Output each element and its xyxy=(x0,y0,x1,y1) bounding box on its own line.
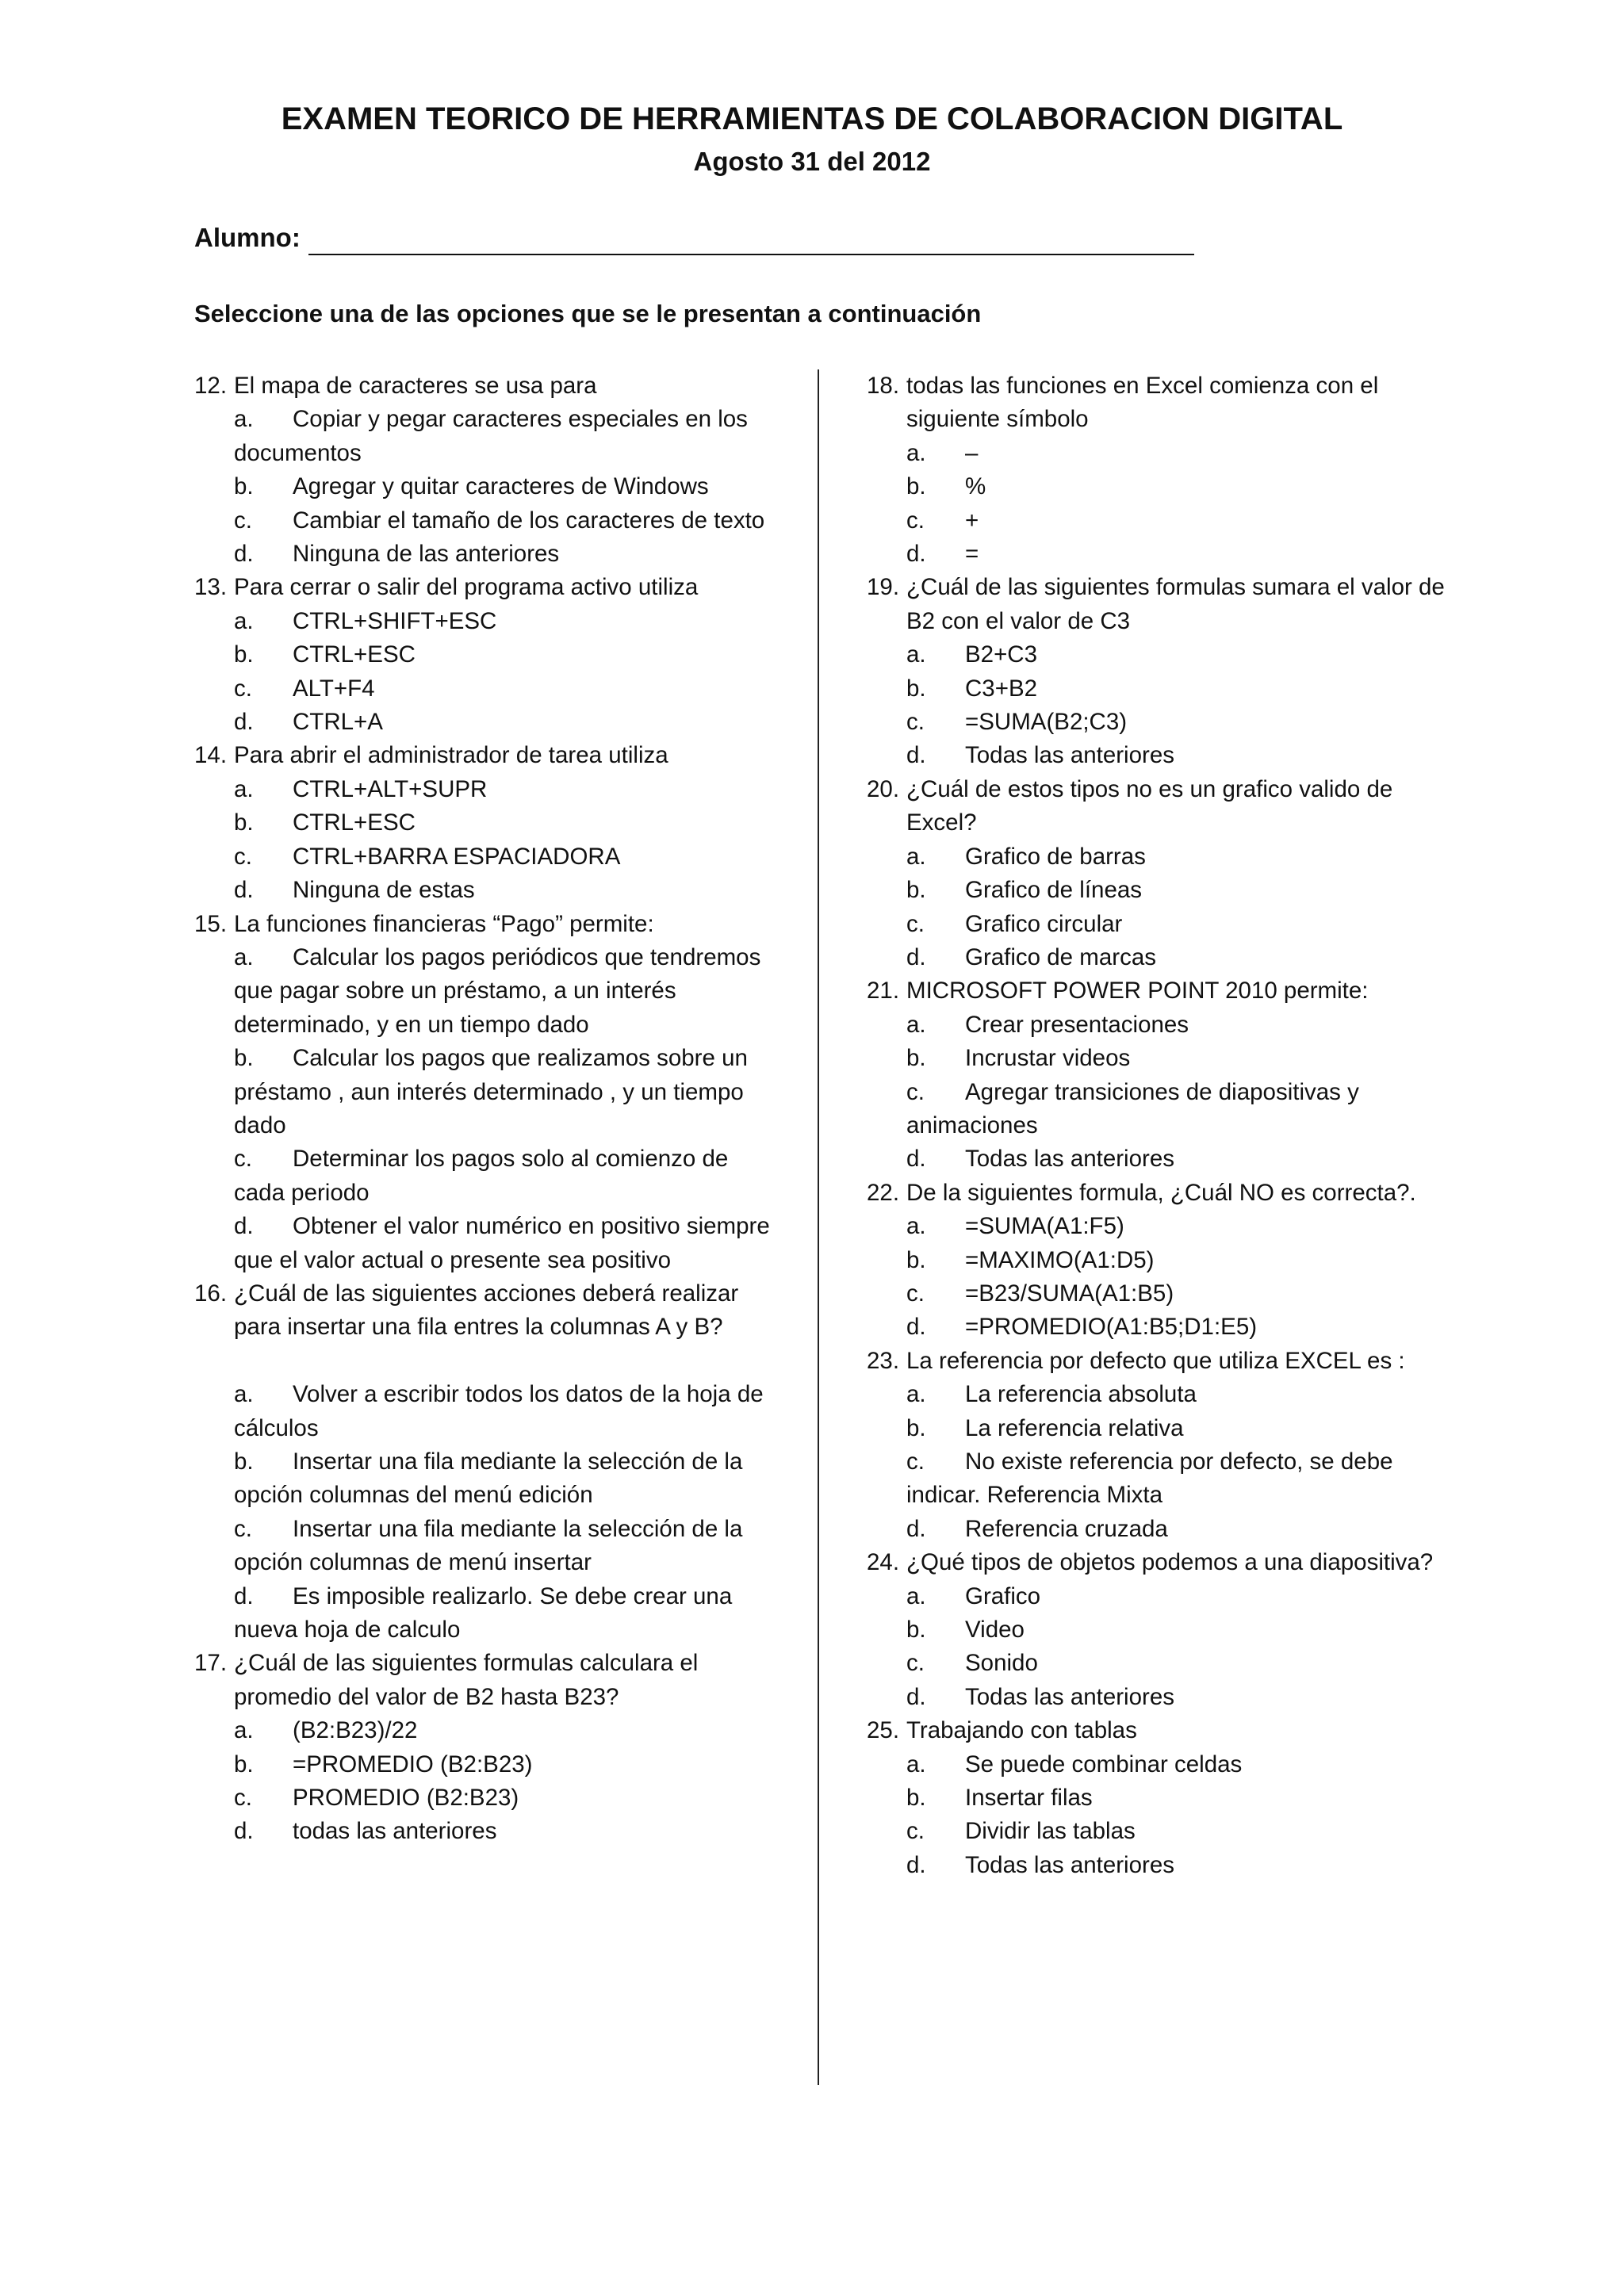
option-letter: a. xyxy=(234,406,254,433)
option-text: La referencia relativa xyxy=(965,1414,1184,1441)
option-a[interactable] xyxy=(906,1378,1454,1411)
question-15 xyxy=(194,908,773,1277)
option-text: Agregar y quitar caracteres de Windows xyxy=(293,473,709,500)
option-text: Referencia cruzada xyxy=(965,1515,1168,1542)
option-b[interactable] xyxy=(906,874,1454,907)
option-b[interactable] xyxy=(906,1042,1454,1075)
option-text: Crear presentaciones xyxy=(965,1011,1189,1038)
option-b[interactable] xyxy=(906,672,1454,706)
question-number: 15. xyxy=(194,910,228,937)
option-letter: b. xyxy=(906,877,926,904)
option-text: =B23/SUMA(A1:B5) xyxy=(965,1280,1174,1307)
option-text: % xyxy=(965,473,986,500)
question-number: 23. xyxy=(867,1347,900,1374)
question-number: 14. xyxy=(194,742,228,769)
option-text: Insertar una fila mediante la selección de la opción columnas del menú edición xyxy=(234,1448,743,1509)
option-letter: b. xyxy=(234,473,254,500)
option-letter: b. xyxy=(234,641,254,668)
option-text: B2+C3 xyxy=(965,641,1038,668)
option-letter: d. xyxy=(906,742,926,769)
question-number: 20. xyxy=(867,775,900,802)
question-text: todas las funciones en Excel comienza con el siguiente símbolo xyxy=(906,373,1379,433)
option-text: + xyxy=(965,507,979,534)
option-d[interactable] xyxy=(906,1311,1454,1344)
option-d[interactable] xyxy=(906,1513,1454,1546)
option-text: Determinar los pagos solo al comienzo de cada periodo xyxy=(234,1146,729,1206)
option-text: Todas las anteriores xyxy=(965,1683,1175,1710)
option-b[interactable] xyxy=(234,806,773,840)
option-b[interactable] xyxy=(234,638,773,672)
option-text: =PROMEDIO (B2:B23) xyxy=(293,1751,533,1777)
option-c[interactable] xyxy=(234,1513,773,1580)
option-text: Ninguna de las anteriores xyxy=(293,541,560,568)
option-letter: d. xyxy=(906,943,926,970)
option-letter: a. xyxy=(234,1381,254,1408)
question-number: 25. xyxy=(867,1717,900,1744)
option-b[interactable] xyxy=(906,1613,1454,1647)
option-d[interactable] xyxy=(906,1681,1454,1714)
option-letter: c. xyxy=(906,507,925,534)
option-c[interactable] xyxy=(906,504,1454,538)
question-13 xyxy=(194,571,773,739)
option-letter: b. xyxy=(234,1045,254,1072)
question-number: 16. xyxy=(194,1280,228,1307)
option-letter: a. xyxy=(906,641,926,668)
option-c[interactable] xyxy=(234,840,773,874)
option-text: PROMEDIO (B2:B23) xyxy=(293,1785,519,1812)
option-c[interactable] xyxy=(906,1277,1454,1311)
option-a[interactable] xyxy=(234,773,773,806)
option-text: =SUMA(B2;C3) xyxy=(965,709,1128,736)
option-text: Se puede combinar celdas xyxy=(965,1751,1243,1777)
option-letter: d. xyxy=(234,541,254,568)
option-letter: c. xyxy=(906,910,925,937)
option-a[interactable] xyxy=(906,437,1454,470)
option-a[interactable] xyxy=(234,605,773,638)
option-b[interactable] xyxy=(906,1244,1454,1277)
option-a[interactable] xyxy=(906,1580,1454,1613)
option-b[interactable] xyxy=(906,1781,1454,1815)
option-text: Calcular los pagos que realizamos sobre un préstamo , aun interés determinado , y un tiempo dado xyxy=(234,1045,748,1138)
option-a[interactable] xyxy=(234,941,773,1042)
option-text: – xyxy=(965,439,979,466)
option-letter: b. xyxy=(234,1751,254,1777)
option-text: C3+B2 xyxy=(965,675,1038,702)
question-text: La referencia por defecto que utiliza EXCEL es : xyxy=(906,1347,1405,1374)
option-a[interactable] xyxy=(906,1748,1454,1781)
option-letter: c. xyxy=(234,843,252,870)
option-letter: a. xyxy=(906,1582,926,1609)
option-text: Grafico circular xyxy=(965,910,1123,937)
blank-line xyxy=(234,1345,773,1378)
option-text: Incrustar videos xyxy=(965,1045,1131,1072)
student-label: Alumno: xyxy=(194,223,301,252)
option-text: No existe referencia por defecto, se debe indicar. Referencia Mixta xyxy=(906,1448,1393,1509)
option-d[interactable] xyxy=(234,1815,773,1848)
option-letter: c. xyxy=(906,1448,925,1475)
option-text: CTRL+ALT+SUPR xyxy=(293,775,488,802)
question-text: ¿Cuál de las siguientes formulas sumara el valor de B2 con el valor de C3 xyxy=(906,574,1445,634)
option-letter: b. xyxy=(234,809,254,836)
option-b[interactable] xyxy=(234,1042,773,1142)
option-text: todas las anteriores xyxy=(293,1818,497,1845)
option-letter: d. xyxy=(906,1683,926,1710)
option-text: ALT+F4 xyxy=(293,675,375,702)
option-text: Todas las anteriores xyxy=(965,1146,1175,1173)
option-c[interactable] xyxy=(906,1445,1454,1513)
option-text: Copiar y pegar caracteres especiales en los documentos xyxy=(234,406,748,466)
option-text: Es imposible realizarlo. Se debe crear una nueva hoja de calculo xyxy=(234,1582,733,1644)
option-text: Sonido xyxy=(965,1650,1038,1677)
option-a[interactable] xyxy=(234,1378,773,1445)
student-name-line[interactable] xyxy=(308,224,1194,255)
option-c[interactable] xyxy=(906,1076,1454,1143)
question-text: MICROSOFT POWER POINT 2010 permite: xyxy=(906,978,1369,1004)
option-text: Grafico xyxy=(965,1582,1041,1609)
option-letter: d. xyxy=(234,877,254,904)
question-20 xyxy=(867,773,1454,974)
option-letter: b. xyxy=(906,675,926,702)
option-text: Grafico de líneas xyxy=(965,877,1143,904)
option-c[interactable] xyxy=(234,1142,773,1210)
option-letter: d. xyxy=(906,1851,926,1878)
question-text: ¿Cuál de las siguientes acciones deberá realizar para insertar una fila entres la columnas A y B? xyxy=(234,1280,739,1341)
option-a[interactable] xyxy=(906,1210,1454,1243)
option-letter: a. xyxy=(906,1011,926,1038)
option-text: Todas las anteriores xyxy=(965,1851,1175,1878)
option-letter: c. xyxy=(906,709,925,736)
option-text: CTRL+ESC xyxy=(293,809,416,836)
option-c[interactable] xyxy=(906,1815,1454,1848)
question-number: 12. xyxy=(194,373,228,399)
option-b[interactable] xyxy=(906,1412,1454,1445)
option-letter: d. xyxy=(234,1582,254,1609)
option-b[interactable] xyxy=(234,1445,773,1513)
option-text: Video xyxy=(965,1617,1025,1644)
option-letter: a. xyxy=(234,1717,254,1744)
option-c[interactable] xyxy=(234,504,773,538)
option-text: CTRL+BARRA ESPACIADORA xyxy=(293,843,621,870)
exam-date: Agosto 31 del 2012 xyxy=(693,147,931,176)
question-text: ¿Cuál de las siguientes formulas calculara el promedio del valor de B2 hasta B23? xyxy=(234,1650,699,1710)
option-d[interactable] xyxy=(234,1580,773,1647)
option-d[interactable] xyxy=(906,1849,1454,1882)
option-letter: a. xyxy=(234,775,254,802)
option-letter: c. xyxy=(906,1078,925,1105)
option-d[interactable] xyxy=(906,941,1454,974)
option-text: Insertar filas xyxy=(965,1785,1093,1812)
option-letter: a. xyxy=(906,1381,926,1408)
option-text: =PROMEDIO(A1:B5;D1:E5) xyxy=(965,1314,1258,1341)
question-text: Trabajando con tablas xyxy=(906,1717,1137,1744)
option-text: CTRL+ESC xyxy=(293,641,416,668)
option-letter: b. xyxy=(906,473,926,500)
option-a[interactable] xyxy=(906,1008,1454,1042)
option-letter: b. xyxy=(906,1045,926,1072)
option-letter: a. xyxy=(906,439,926,466)
question-number: 17. xyxy=(194,1650,228,1677)
option-letter: c. xyxy=(234,1515,252,1542)
option-a[interactable] xyxy=(234,403,773,470)
option-d[interactable] xyxy=(906,538,1454,571)
question-number: 21. xyxy=(867,978,900,1004)
option-letter: c. xyxy=(234,1785,252,1812)
question-text: El mapa de caracteres se usa para xyxy=(234,373,597,399)
option-text: Ninguna de estas xyxy=(293,877,475,904)
option-letter: a. xyxy=(234,943,254,970)
option-letter: b. xyxy=(234,1448,254,1475)
option-letter: c. xyxy=(906,1818,925,1845)
option-text: Agregar transiciones de diapositivas y animaciones xyxy=(906,1078,1359,1138)
question-text: ¿Cuál de estos tipos no es un grafico valido de Excel? xyxy=(906,775,1393,836)
option-text: Volver a escribir todos los datos de la hoja de cálculos xyxy=(234,1381,764,1441)
option-text: =SUMA(A1:F5) xyxy=(965,1213,1124,1240)
option-text: Dividir las tablas xyxy=(965,1818,1136,1845)
option-letter: c. xyxy=(234,1146,252,1173)
option-text: Cambiar el tamaño de los caracteres de texto xyxy=(293,507,765,534)
option-letter: b. xyxy=(906,1785,926,1812)
option-b[interactable] xyxy=(234,1748,773,1781)
option-c[interactable] xyxy=(234,1781,773,1815)
option-text: Obtener el valor numérico en positivo siempre que el valor actual o presente sea positivo xyxy=(234,1213,770,1273)
option-d[interactable] xyxy=(234,874,773,907)
option-d[interactable] xyxy=(234,1210,773,1277)
left-column xyxy=(194,369,773,1849)
option-b[interactable] xyxy=(906,470,1454,503)
question-number: 18. xyxy=(867,373,900,399)
option-text: =MAXIMO(A1:D5) xyxy=(965,1246,1155,1273)
question-24 xyxy=(867,1546,1454,1714)
option-letter: d. xyxy=(906,1146,926,1173)
option-a[interactable] xyxy=(234,1714,773,1747)
right-column xyxy=(867,369,1454,1882)
option-text: La referencia absoluta xyxy=(965,1381,1197,1408)
option-c[interactable] xyxy=(906,706,1454,739)
option-letter: a. xyxy=(234,607,254,634)
option-text: Grafico de barras xyxy=(965,843,1146,870)
option-c[interactable] xyxy=(234,672,773,706)
option-letter: a. xyxy=(906,1751,926,1777)
question-19 xyxy=(867,571,1454,772)
question-23 xyxy=(867,1345,1454,1546)
question-25 xyxy=(867,1714,1454,1882)
option-d[interactable] xyxy=(906,739,1454,772)
column-divider xyxy=(818,369,819,2085)
option-letter: d. xyxy=(906,541,926,568)
option-letter: b. xyxy=(906,1414,926,1441)
question-21 xyxy=(867,974,1454,1176)
option-text: Grafico de marcas xyxy=(965,943,1156,970)
question-text: ¿Qué tipos de objetos podemos a una diapositiva? xyxy=(906,1549,1434,1576)
option-letter: d. xyxy=(234,709,254,736)
option-text: = xyxy=(965,541,979,568)
option-letter: c. xyxy=(234,507,252,534)
option-a[interactable] xyxy=(906,840,1454,874)
question-17 xyxy=(194,1647,773,1848)
option-letter: c. xyxy=(906,1650,925,1677)
question-18 xyxy=(867,369,1454,571)
instructions: Seleccione una de las opciones que se le presentan a continuación xyxy=(194,300,982,327)
question-number: 24. xyxy=(867,1549,900,1576)
option-c[interactable] xyxy=(906,908,1454,941)
question-text: Para abrir el administrador de tarea utiliza xyxy=(234,742,668,769)
option-letter: b. xyxy=(906,1617,926,1644)
option-letter: b. xyxy=(906,1246,926,1273)
option-c[interactable] xyxy=(906,1647,1454,1680)
question-text: La funciones financieras “Pago” permite: xyxy=(234,910,654,937)
question-12 xyxy=(194,369,773,571)
option-text: CTRL+A xyxy=(293,709,383,736)
option-a[interactable] xyxy=(906,638,1454,672)
option-letter: d. xyxy=(234,1818,254,1845)
question-number: 19. xyxy=(867,574,900,601)
option-letter: d. xyxy=(906,1314,926,1341)
question-number: 13. xyxy=(194,574,228,601)
question-16 xyxy=(194,1277,773,1647)
option-letter: a. xyxy=(906,843,926,870)
option-text: Todas las anteriores xyxy=(965,742,1175,769)
option-letter: d. xyxy=(234,1213,254,1240)
question-14 xyxy=(194,739,773,907)
option-text: (B2:B23)/22 xyxy=(293,1717,418,1744)
exam-title: EXAMEN TEORICO DE HERRAMIENTAS DE COLABORACION DIGITAL xyxy=(281,101,1343,136)
option-letter: c. xyxy=(234,675,252,702)
question-text: De la siguientes formula, ¿Cuál NO es correcta?. xyxy=(906,1179,1416,1206)
option-text: Insertar una fila mediante la selección de la opción columnas de menú insertar xyxy=(234,1515,743,1576)
student-field xyxy=(194,220,1194,255)
option-letter: d. xyxy=(906,1515,926,1542)
option-letter: a. xyxy=(906,1213,926,1240)
question-number: 22. xyxy=(867,1179,900,1206)
option-letter: c. xyxy=(906,1280,925,1307)
option-d[interactable] xyxy=(234,538,773,571)
option-d[interactable] xyxy=(906,1142,1454,1176)
option-b[interactable] xyxy=(234,470,773,503)
option-text: Calcular los pagos periódicos que tendremos que pagar sobre un préstamo, a un interés determinado, y en un tiempo dado xyxy=(234,943,761,1038)
question-22 xyxy=(867,1177,1454,1345)
option-d[interactable] xyxy=(234,706,773,739)
question-text: Para cerrar o salir del programa activo utiliza xyxy=(234,574,699,601)
option-text: CTRL+SHIFT+ESC xyxy=(293,607,497,634)
